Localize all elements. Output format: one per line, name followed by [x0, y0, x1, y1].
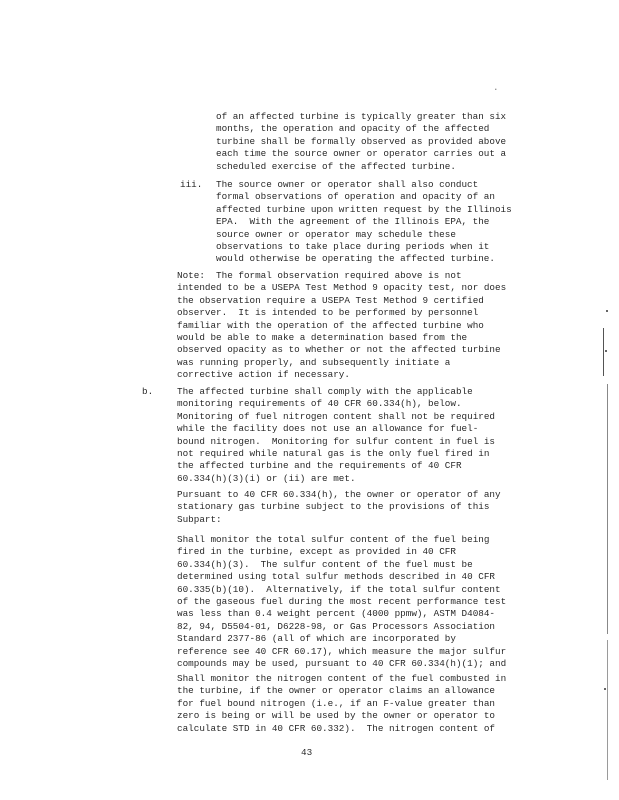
item-iii-text [216, 179, 512, 266]
text-line: familiar with the operation of the affected turbine who [177, 319, 484, 331]
text-line: intended to be a USEPA Test Method 9 opacity test, nor does [177, 282, 507, 294]
scan-edge-mark [607, 384, 608, 634]
text-line: 60.334(h)(3)(i) or (ii) are met. [177, 472, 356, 484]
text-line: observed opacity as to whether or not the affected turbine [177, 344, 501, 356]
item-iii-marker: iii. [180, 179, 203, 190]
text-line: Subpart: [177, 513, 222, 525]
scan-edge-mark [603, 328, 604, 376]
text-line: of an affected turbine is typically greater than six [216, 111, 507, 122]
text-line: turbine shall be formally observed as provided above [216, 135, 507, 147]
item-b-marker: b. [142, 386, 154, 397]
text-line: months, the operation and opacity of the affected [216, 123, 490, 135]
text-line: monitoring requirements of 40 CFR 60.334(h), below. [177, 398, 462, 410]
nitrogen-monitoring-paragraph [177, 673, 506, 735]
text-line: would otherwise be operating the affected turbine. [216, 253, 495, 265]
text-line: The affected turbine shall comply with the applicable [177, 386, 473, 397]
scan-edge-mark [607, 640, 608, 780]
page-number: 43 [301, 747, 313, 758]
text-line: the observation require a USEPA Test Method 9 certified [177, 294, 484, 306]
text-line: not required while natural gas is the only fuel fired in [177, 448, 490, 460]
text-line: 60.335(b)(10). Alternatively, if the total sulfur content [177, 583, 501, 595]
pursuant-paragraph [177, 489, 501, 526]
text-line: Monitoring of fuel nitrogen content shall not be required [177, 410, 496, 422]
text-line: observations to take place during periods when it [216, 241, 490, 253]
text-line: was less than 0.4 weight percent (4000 ppmw), ASTM D4084- [177, 608, 496, 620]
sulfur-monitoring-paragraph [177, 534, 506, 670]
text-line: formal observations of operation and opacity of an [216, 191, 495, 203]
text-line: Shall monitor the nitrogen content of the fuel combusted in [177, 673, 507, 684]
text-line: Pursuant to 40 CFR 60.334(h), the owner or operator of any [177, 489, 501, 500]
text-line: while the facility does not use an allowance for fuel- [177, 423, 479, 435]
text-line: of the gaseous fuel during the most recent performance test [177, 596, 507, 608]
text-line: Standard 2377-86 (all of which are incorporated by [177, 633, 456, 645]
text-line: Shall monitor the total sulfur content of the fuel being [177, 534, 490, 545]
scan-speck [604, 688, 606, 690]
text-line: 60.334(h)(3). The sulfur content of the fuel must be [177, 558, 473, 570]
scan-speck [606, 310, 608, 312]
text-line: affected turbine upon written request by the Illinois [216, 203, 512, 215]
item-b-text [177, 386, 495, 485]
text-line: for fuel bound nitrogen (i.e., if an F-value greater than [177, 697, 496, 709]
text-line: calculate STD in 40 CFR 60.332). The nitrogen content of [177, 722, 496, 734]
text-line: observer. It is intended to be performed by personnel [177, 307, 479, 319]
text-line: compounds may be used, pursuant to 40 CFR 60.334(h)(1); and [177, 658, 507, 670]
text-line: stationary gas turbine subject to the provisions of this [177, 501, 490, 513]
text-line: reference see 40 CFR 60.17), which measure the major sulfur [177, 645, 507, 657]
text-line: each time the source owner or operator carries out a [216, 148, 507, 160]
text-line: determined using total sulfur methods described in 40 CFR [177, 571, 496, 583]
top-mark: · [493, 84, 499, 95]
text-line: fired in the turbine, except as provided in 40 CFR [177, 546, 456, 558]
text-line: corrective action if necessary. [177, 369, 350, 381]
text-line: zero is being or will be used by the owner or operator to [177, 710, 496, 722]
text-line: bound nitrogen. Monitoring for sulfur content in fuel is [177, 435, 496, 447]
text-line: would be able to make a determination based from the [177, 332, 468, 344]
text-line: source owner or operator may schedule these [216, 228, 456, 240]
text-line: Note: The formal observation required above is not [177, 270, 462, 281]
text-line: was running properly, and subsequently initiate a [177, 356, 451, 368]
note-paragraph [177, 270, 506, 382]
text-line: scheduled exercise of the affected turbine. [216, 160, 456, 172]
text-line: EPA. With the agreement of the Illinois EPA, the [216, 216, 490, 228]
continued-paragraph [216, 111, 506, 173]
text-line: the affected turbine and the requirements of 40 CFR [177, 460, 462, 472]
text-line: The source owner or operator shall also conduct [216, 179, 479, 190]
text-line: 82, 94, D5504-01, D6228-98, or Gas Processors Association [177, 620, 496, 632]
text-line: the turbine, if the owner or operator claims an allowance [177, 685, 496, 697]
scan-speck [605, 350, 607, 352]
